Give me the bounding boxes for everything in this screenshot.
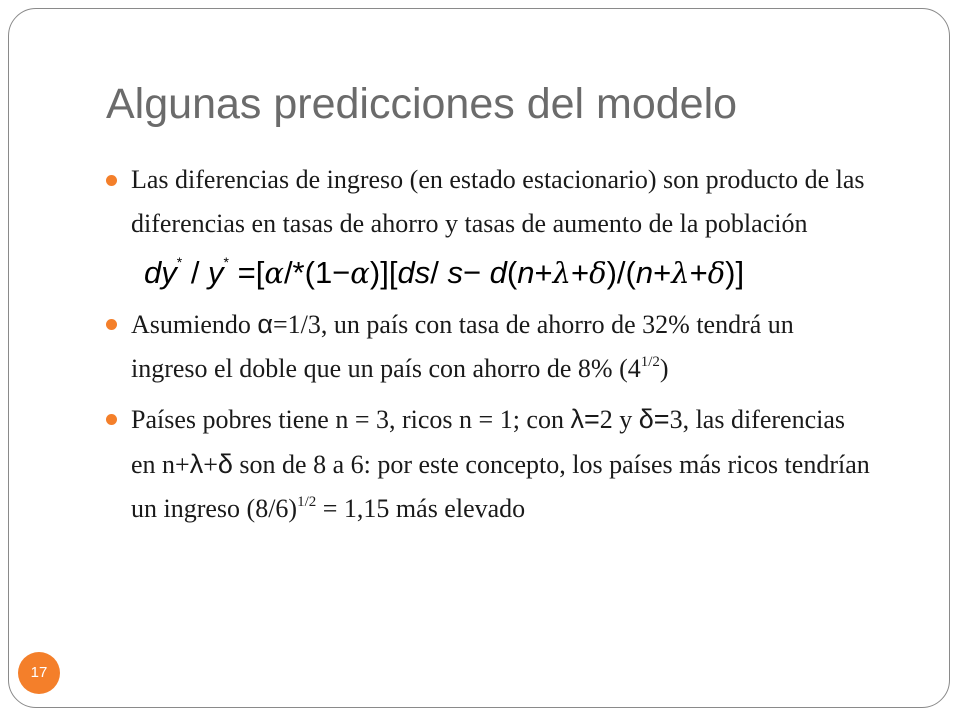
eq-star: * <box>176 254 183 270</box>
eq-n: n <box>635 255 654 290</box>
bullet-text: Las diferencias de ingreso (en estado estacionario) son producto de las diferencias en tasas de ahorro y tasas de aumento de la población <box>131 165 865 238</box>
bullet-item-2 <box>106 302 876 391</box>
eq-plus: + <box>653 255 672 290</box>
eq-slash: / <box>182 255 209 290</box>
bullet-list <box>106 158 876 531</box>
exponent: 1/2 <box>640 354 660 370</box>
eq-lambda: λ <box>552 256 571 290</box>
exponent: 1/2 <box>297 494 317 510</box>
eq-delta: δ <box>589 256 607 290</box>
bullet-text: Asumiendo <box>131 310 258 339</box>
bullet-text: Países pobres tiene n = 3, ricos n = 1; con <box>131 405 571 434</box>
eq-bracket-open: =[ <box>229 255 265 290</box>
eq-d: d <box>489 255 507 290</box>
slide-title: Algunas predicciones del modelo <box>106 80 738 128</box>
eq-divide: )/( <box>606 255 636 290</box>
eq-slash: / <box>430 255 448 290</box>
lambda-symbol: λ= <box>570 404 600 434</box>
bullet-text: 2 y <box>599 405 639 434</box>
bullet-dot-icon <box>106 175 117 186</box>
eq-bracket-mid: )][ <box>369 255 398 290</box>
delta-symbol: δ <box>217 449 233 479</box>
bullet-text: =1/3, un país con tasa de ahorro de 32% tendrá un ingreso el doble que un país con ahorro de 8% (4 <box>131 310 794 383</box>
equation <box>144 248 876 298</box>
page-number-badge: 17 <box>18 652 60 694</box>
bullet-text: ) <box>659 354 669 383</box>
delta-symbol: δ= <box>638 404 670 434</box>
bullet-text: son de 8 a 6: por este concepto, los países más ricos tendrían un ingreso (8/6) <box>131 450 870 523</box>
eq-dy: dy <box>144 255 177 290</box>
eq-lambda: λ <box>671 256 690 290</box>
eq-alpha: α <box>264 256 284 290</box>
eq-plus: + <box>689 255 708 290</box>
lambda-symbol: λ <box>189 449 204 479</box>
eq-plus: + <box>534 255 553 290</box>
eq-s: s <box>447 255 463 290</box>
alpha-symbol: α <box>257 309 273 339</box>
bullet-dot-icon <box>106 414 117 425</box>
eq-close: )] <box>725 255 745 290</box>
bullet-text: = 1,15 más elevado <box>316 494 526 523</box>
eq-one-minus: /*(1− <box>283 255 351 290</box>
eq-delta: δ <box>707 256 726 290</box>
eq-n: n <box>517 255 535 290</box>
eq-minus: − <box>462 255 490 290</box>
bullet-item-3 <box>106 397 876 531</box>
bullet-item-1 <box>106 158 876 246</box>
eq-star: * <box>223 254 229 270</box>
eq-paren: ( <box>506 255 518 290</box>
eq-ds: ds <box>397 255 431 290</box>
eq-plus: + <box>570 255 590 290</box>
bullet-text: 3, las diferencias en n+ <box>131 405 845 479</box>
eq-alpha: α <box>350 256 370 290</box>
eq-y: y <box>208 255 224 290</box>
bullet-dot-icon <box>106 319 117 330</box>
bullet-text: + <box>203 450 218 479</box>
